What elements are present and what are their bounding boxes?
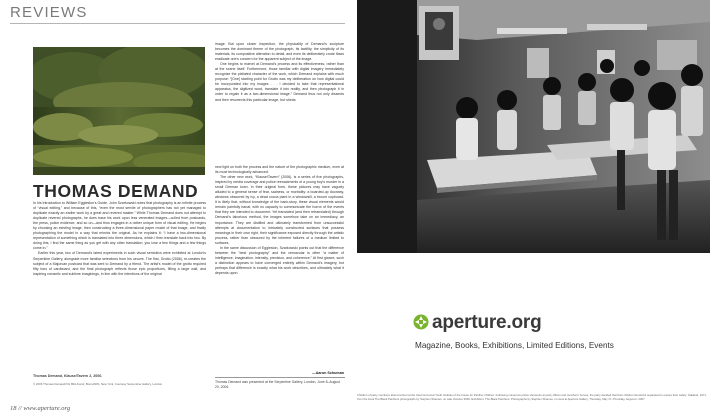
article-title: THOMAS DEMAND bbox=[33, 181, 199, 201]
section-rule bbox=[10, 23, 345, 24]
classroom-photo bbox=[357, 0, 710, 253]
paragraph: image. But upon closer inspection, the physicality of Demand's sculpture becomes the dominant theme of the photograph, its tactility, the simplicity of its materials, its compositive alteration to detail, and even its deliberately crude flaws eradicate one's concern for the apparent subject of the image. bbox=[215, 42, 344, 62]
paragraph: In the same discussion of Eggleston, Szarkowski points out that the difference between the “best photography” and the vernacular is often “a matter of intelligence, imagination, intensity, precision, and coherence.” At first glance, such a distinction appears to have converged entirely within Demand's imagery, but perhaps that difference is exactly what his work describes, and ultimately what it depends upon. bbox=[215, 245, 344, 275]
left-caption: © 2006 Thomas Demand/VG Bild-Kunst, Bonn/ARS, New York. Courtesy Serpentine Gallery, London. bbox=[33, 382, 163, 386]
caption-rule bbox=[215, 377, 345, 378]
article-column-left bbox=[33, 201, 206, 277]
page-footer: 18 // www.aperture.org bbox=[10, 405, 71, 412]
classroom-photo-graphic bbox=[357, 0, 710, 253]
ad-tagline: Magazine, Books, Exhibitions, Limited Editions, Events bbox=[415, 341, 614, 350]
article-column-middle-top bbox=[215, 42, 344, 103]
aperture-logo-text: aperture.org bbox=[432, 312, 542, 333]
section-title: REVIEWS bbox=[10, 4, 88, 21]
middle-caption: Thomas Demand was presented at the Serpentine Gallery, London, June 8–August 20, 2006. bbox=[215, 380, 340, 389]
author-credit: —Aaron Schuman bbox=[312, 371, 344, 375]
left-caption-heading: Thomas Demand, Klause/Tavern 2, 2006. bbox=[33, 374, 103, 378]
paragraph: Earlier this year, two of Demand's latest experiments in such visual semiotics were exhibited at London's Serpentine Gallery, alongside more familiar selections from his oeuvre. The first, Grotto (2006), re-creates the subject of a Majorcan postcard that was sent to Demand by a friend. The artist's model of the grotto required fifty tons of cardboard, and the final photograph reflects those epic proportions, filling a large wall, and inspiring romantic and sublime imaginings, in line with the intentions of the original bbox=[33, 251, 206, 276]
paragraph: In his Introduction to William Eggleston's Guide, John Szarkowski notes that photography is an infinite process of “visual editing,” and because of this, “even the most servile of photographers has not yet managed to duplicate exactly an earlier work by a great and revered master.” While Thomas Demand does not attempt to duplicate revered photographs, he does base his work upon less venerated images—culled from postcards, the press, police evidence, and so on—and thus engages in a rather unique form of visual editing. He begins by choosing an existing image, then constructing a three-dimensional paper model of that image, and finally photographing the model in a way that mimics the original. As he explains it: “I have a two-dimensional representation of something which is translated into three dimensions, which I then translate back into two. By doing this, I find the same thing as you get with any other translation; you lose a few things and a few things come in.” bbox=[33, 201, 206, 251]
exhibition-photo bbox=[33, 47, 205, 175]
classroom-photo-caption: Children of party members attend school at the Intercommunal Youth Institute of the house for Panther children. Following numerous police shootouts at party offices and members' homes, the party decided that their children should be separated to ensure their safety. Oakland, 1971, from the book The Black Panthers photographs by Stephen Shames, on sale October 2006. Exhibition: The Black Panthers: Photographs by Stephen Shames, on view at Aperture Gallery, Thursday, May 17–Thursday, August 2, 2007. bbox=[357, 393, 707, 401]
paragraph: The other new work, “Klause/Tavern” (2006), is a series of five photographs, inspired by media coverage and police reenactments of a young boy's murder in a small German town. In their original form, these pictures may have vaguely alluded to a general sense of fear, sadness, or morbidity: a boarded-up doorway, windows obscured by ivy, a dead cocoa plant in a windowsill, a broom cupboard. It is likely that, without knowledge of the back-story, these visual elements would remain painfully banal, with no capacity to communicate the horror of the events that they are intended to document. Yet translated (and then retranslated) through Demand's laborious method, the images somehow take on an immediacy, an importance. They are distilled and ultimately transformed from unsuccessful attempts at documentation to intricately constructed surfaces that possess meanings in their own right, their significance exposed directly through the artistic process, rather than obscured by the inherent failures of a medium limited to surfaces. bbox=[215, 175, 344, 245]
exhibition-photo-graphic bbox=[33, 47, 205, 175]
paragraph: new light on both the process and the nature of the photographic medium, even at its most technologically advanced. bbox=[215, 165, 344, 175]
paragraph: One begins to marvel at Demand's process and its effectiveness, rather than at the scene itself. Furthermore, those familiar with digital imagery immediately recognize the pixilated character of the work, which Demand explains with much purpose: “[One] starting point for Grotto was my deliberation on how digital could be incorporated into my images . . . I decided to take that representational apparatus, the digitized word, translate it into reality, and then photograph it in order to regain it as a two-dimensional image.” Demand thus not only dissects and then resurrects this particular image, but sheds bbox=[215, 62, 344, 102]
aperture-logo-icon bbox=[413, 314, 429, 330]
article-column-middle-bottom bbox=[215, 165, 344, 276]
